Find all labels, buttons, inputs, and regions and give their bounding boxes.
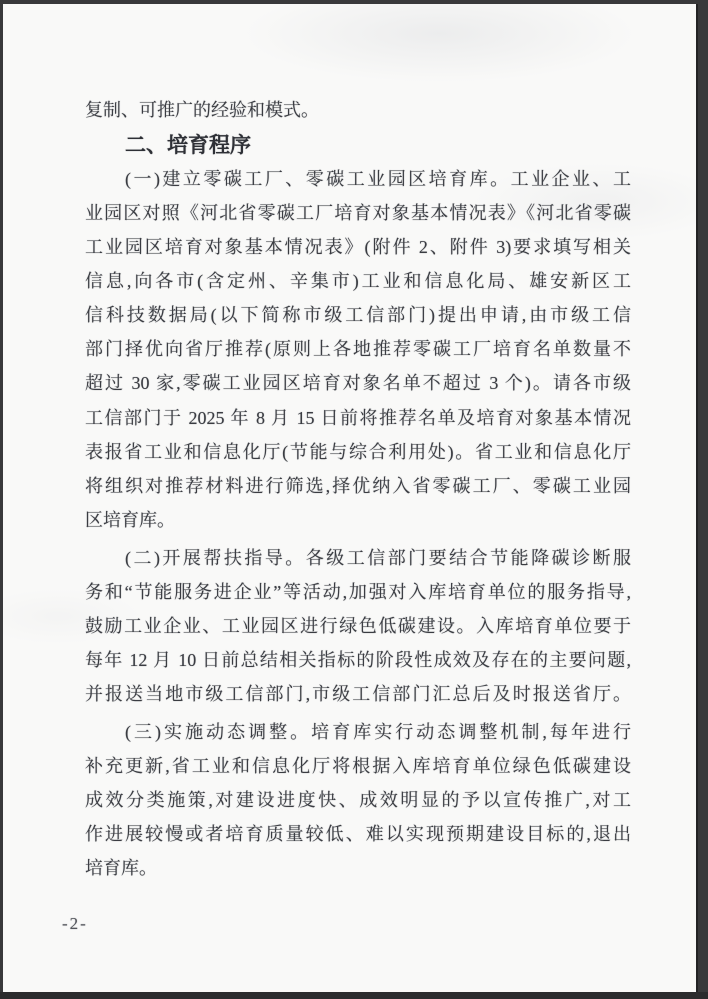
body-line: (二)开展帮扶指导。各级工信部门要结合节能降碳诊断服 [125, 548, 631, 568]
body-line: 信科技数据局(以下简称市级工信部门)提出申请,由市级工信 [85, 305, 631, 325]
body-line: 表报省工业和信息化厅(节能与综合利用处)。省工业和信息化厅 [85, 442, 631, 462]
body-line: 鼓励工业企业、工业园区进行绿色低碳建设。入库培育单位要于 [85, 616, 631, 636]
body-line: 部门择优向省厅推荐(原则上各地推荐零碳工厂培育名单数量不 [85, 339, 631, 359]
body-line: 超过 30 家,零碳工业园区培育对象名单不超过 3 个)。请各市级 [85, 373, 631, 393]
body-line: 工信部门于 2025 年 8 月 15 日前将推荐名单及培育对象基本情况 [85, 408, 631, 428]
body-line: 作进展较慢或者培育质量较低、难以实现预期建设目标的,退出 [85, 824, 631, 844]
section-heading: 二、培育程序 [125, 134, 251, 157]
body-line: 培育库。 [85, 858, 157, 878]
body-line: 将组织对推荐材料进行筛选,择优纳入省零碳工厂、零碳工业园 [85, 476, 631, 496]
body-line: 每年 12 月 10 日前总结相关指标的阶段性成效及存在的主要问题, [85, 650, 631, 670]
body-line: 业园区对照《河北省零碳工厂培育对象基本情况表》《河北省零碳 [85, 203, 631, 223]
body-line: 信息,向各市(含定州、辛集市)工业和信息化局、雄安新区工 [85, 271, 631, 291]
body-line: 区培育库。 [85, 510, 175, 530]
body-line: 成效分类施策,对建设进度快、成效明显的予以宣传推广,对工 [85, 790, 631, 810]
scan-border-bottom [0, 992, 708, 999]
body-line: 补充更新,省工业和信息化厅将根据入库培育单位绿色低碳建设 [85, 756, 631, 776]
page-number: -2- [62, 914, 88, 933]
body-line: (三)实施动态调整。培育库实行动态调整机制,每年进行 [125, 722, 631, 742]
scanned-page [3, 4, 698, 992]
body-line: 复制、可推广的经验和模式。 [85, 100, 319, 120]
body-line: 务和“节能服务进企业”等活动,加强对入库培育单位的服务指导, [85, 582, 631, 602]
body-line: (一)建立零碳工厂、零碳工业园区培育库。工业企业、工 [125, 169, 631, 189]
body-line: 并报送当地市级工信部门,市级工信部门汇总后及时报送省厅。 [85, 684, 631, 704]
body-line: 工业园区培育对象基本情况表》(附件 2、附件 3)要求填写相关 [85, 237, 631, 257]
